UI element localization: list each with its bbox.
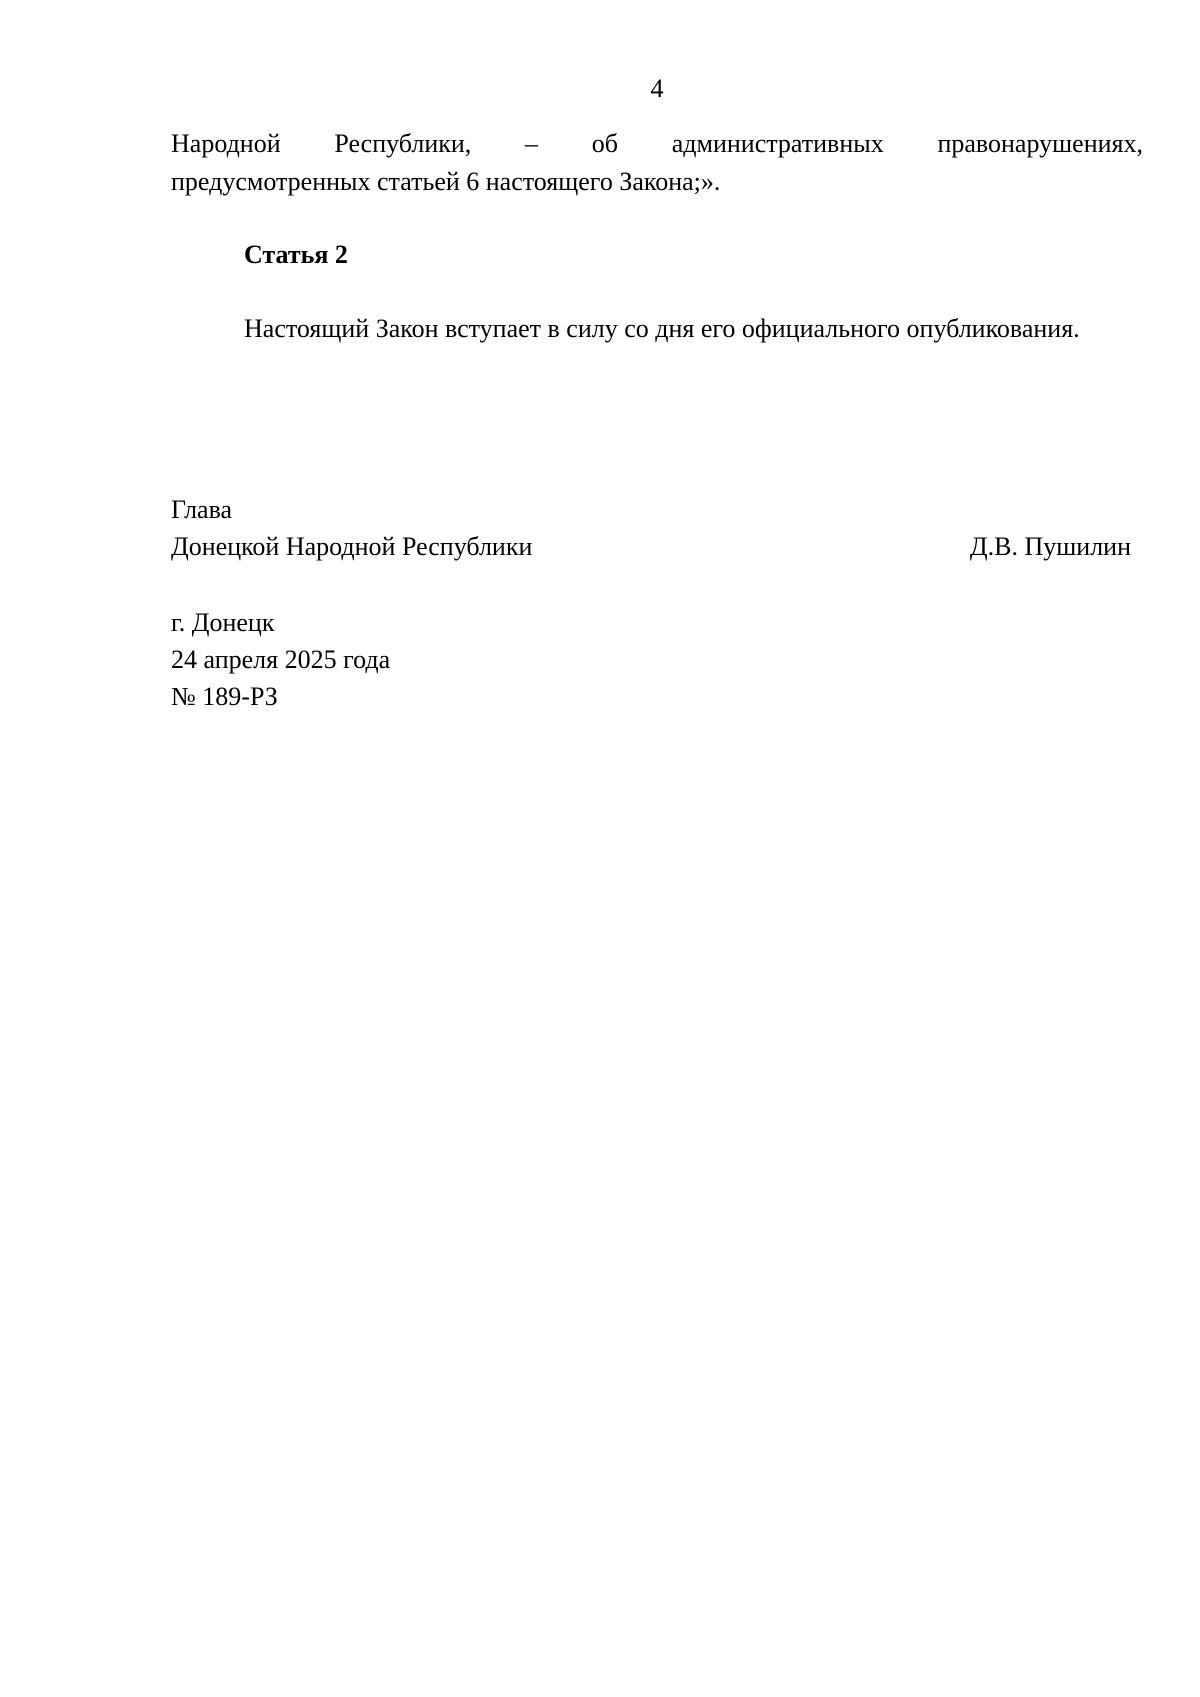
- continuation-line-2: предусмотренных статьей 6 настоящего Закона;».: [171, 167, 721, 196]
- continuation-word: Республики,: [334, 129, 472, 158]
- continuation-word: административных: [671, 129, 884, 158]
- date: 24 апреля 2025 года: [171, 645, 391, 674]
- continuation-word: –: [525, 129, 539, 158]
- signatory-name: Д.В. Пушилин: [969, 532, 1131, 561]
- signature-row: [171, 528, 1131, 565]
- article-heading: Статья 2: [244, 240, 348, 269]
- signature-office: Донецкой Народной Республики: [171, 532, 533, 561]
- continuation-line-1: [171, 125, 1143, 162]
- continuation-word: об: [591, 129, 618, 158]
- law-number: № 189-РЗ: [171, 682, 278, 711]
- continuation-word: правонарушениях,: [937, 129, 1143, 158]
- city: г. Донецк: [171, 608, 275, 637]
- article-text: Настоящий Закон вступает в силу со дня его официального опубликования.: [244, 314, 1080, 343]
- signature-title: Глава: [171, 495, 233, 524]
- page-number: 4: [650, 74, 664, 103]
- continuation-word: Народной: [171, 129, 281, 158]
- place-date-block: [171, 604, 390, 715]
- signature-block: [171, 491, 1131, 565]
